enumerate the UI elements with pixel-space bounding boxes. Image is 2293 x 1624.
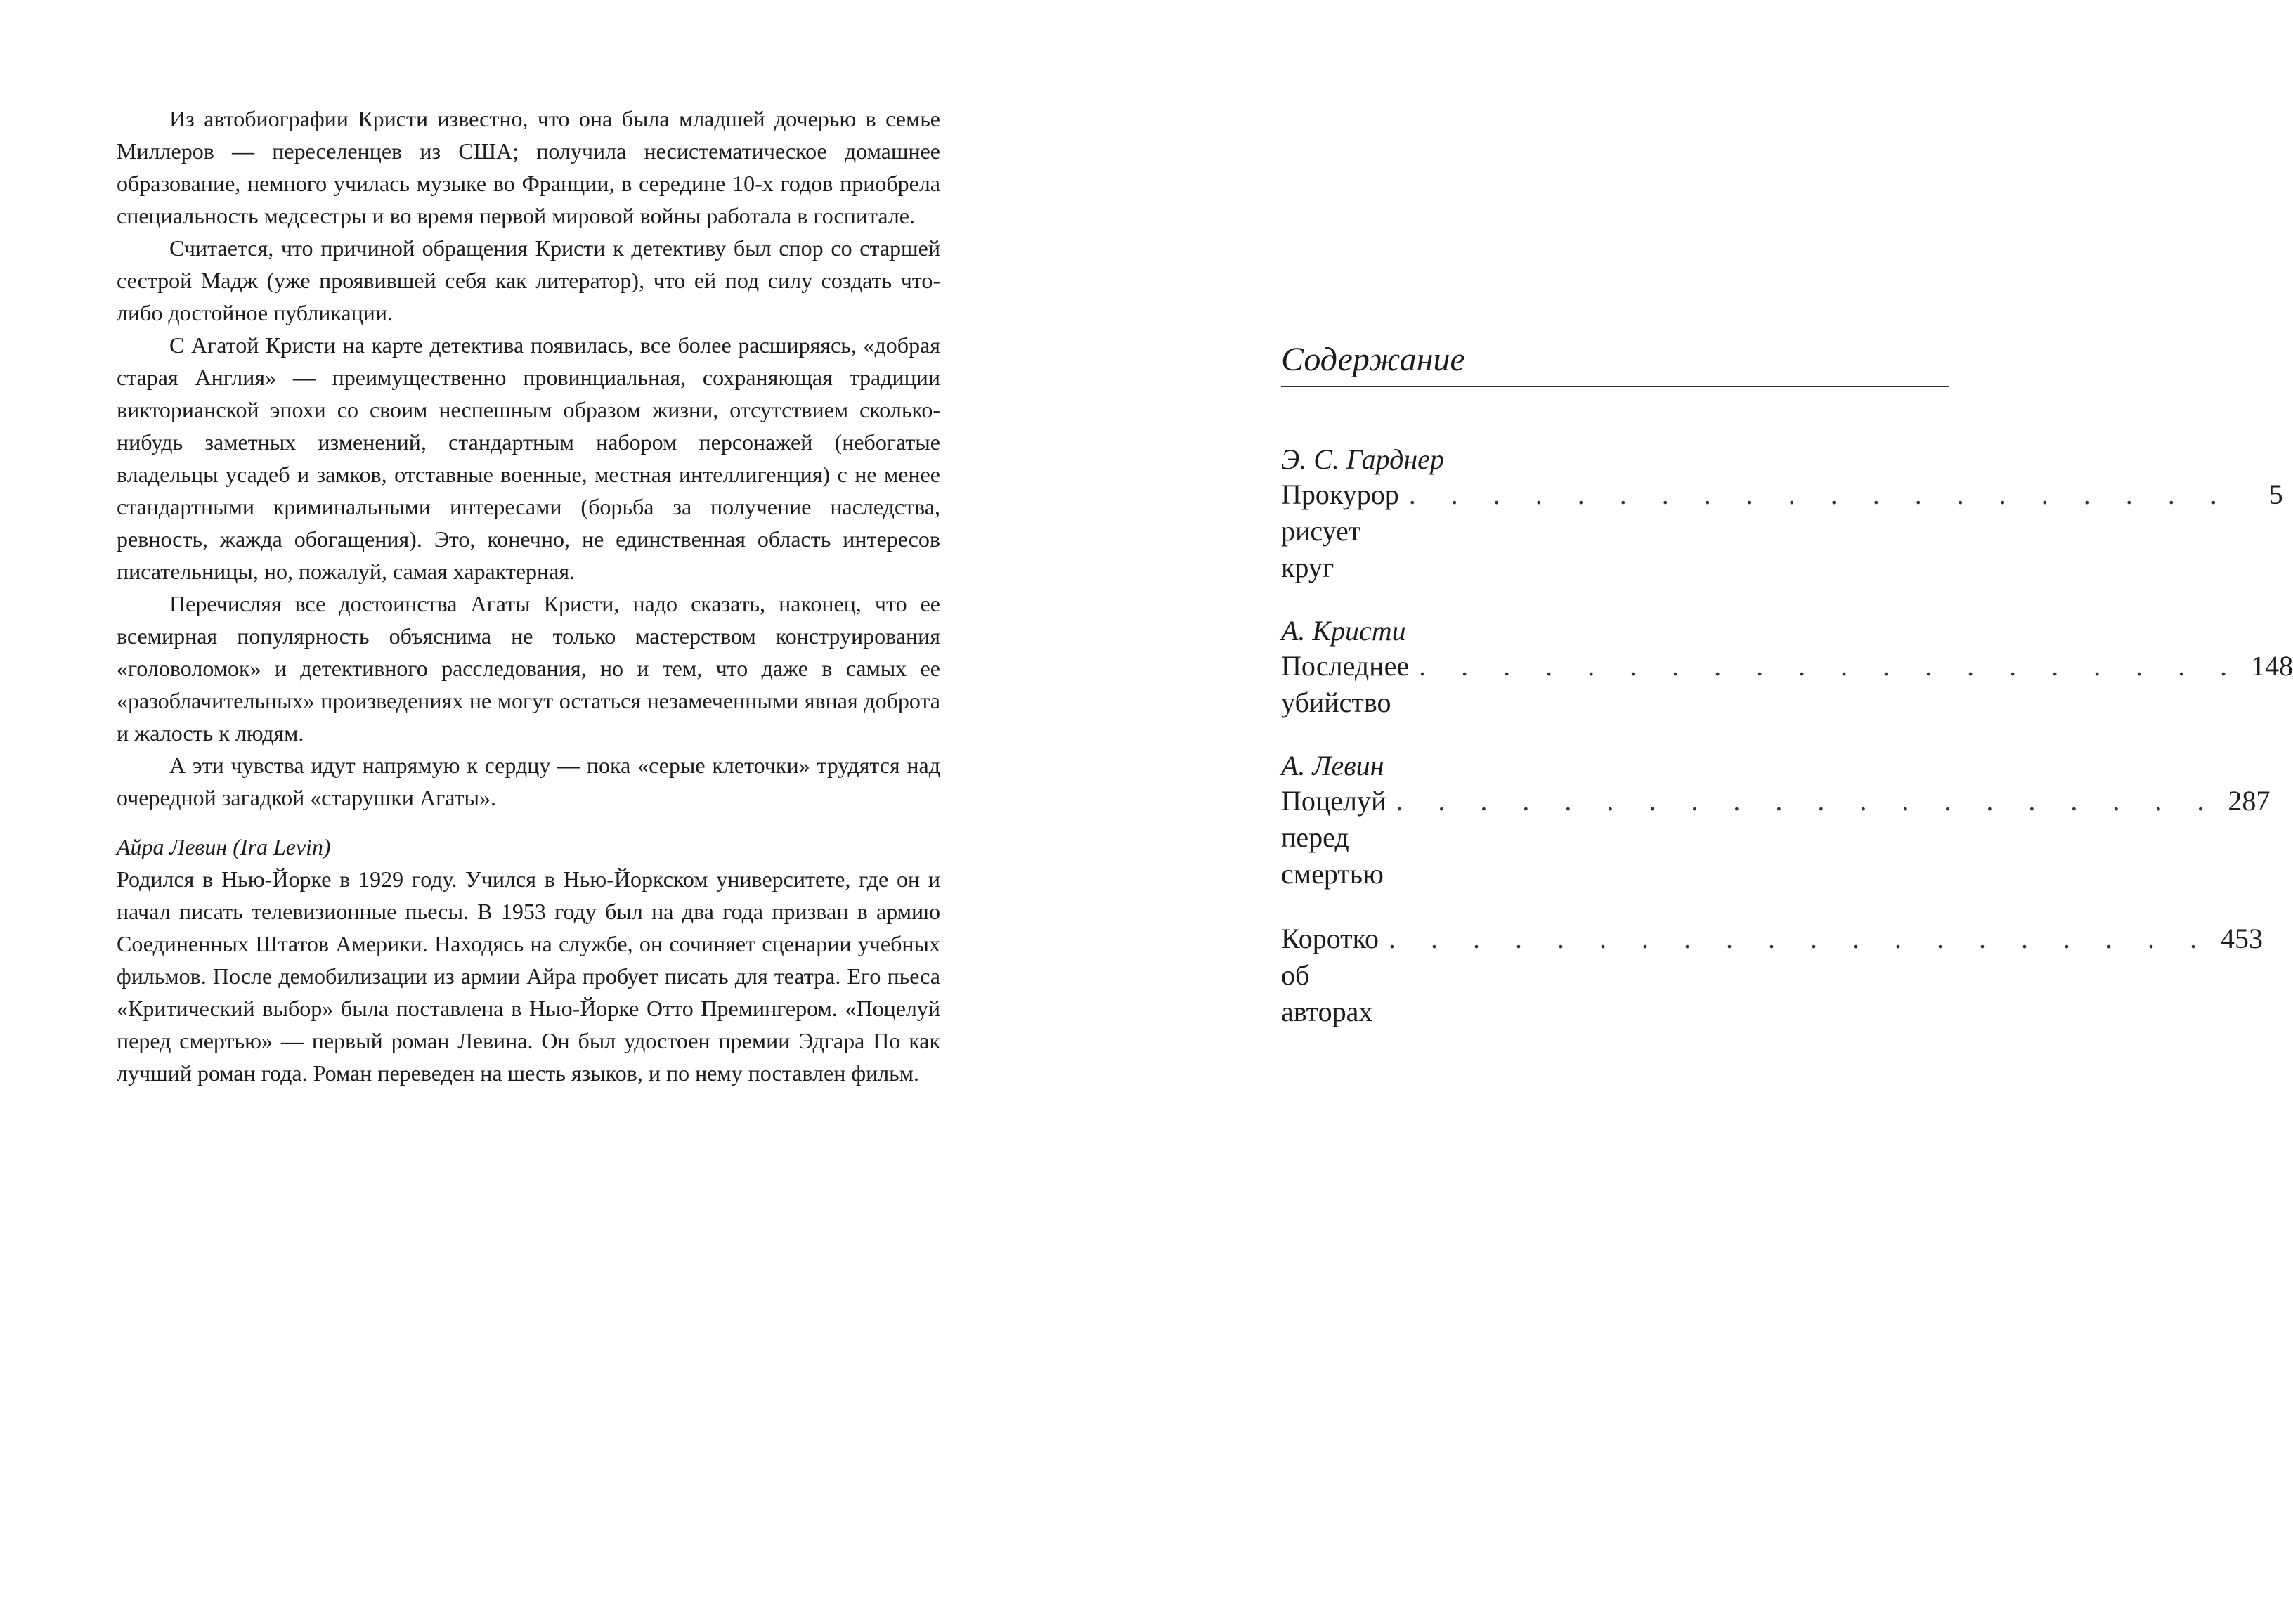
toc-leader-dots: . . . . . . . . . . . . . . . . . . . . (1389, 923, 2211, 954)
toc-entry (1281, 921, 2263, 1030)
toc-author: А. Кристи (1281, 615, 1406, 647)
paragraph: С Агатой Кристи на карте детектива появилась, все более расширяясь, «добрая старая Англия» — преимущественно провинциальная, сохраняющая традиции викторианской эпохи со своим неспешным образом жизни, отсутствием сколько-нибудь заметных изменений, стандартным набором персонажей (небогатые владельцы усадеб и замков, отставные военные, местная интеллигенция) с не менее стандартными криминальными интересами (борьба за получение наследства, ревность, жажда обогащения). Это, конечно, не единственная область интересов писательницы, но, пожалуй, самая характерная. (117, 332, 940, 584)
toc-author: А. Левин (1281, 750, 1384, 781)
toc-title: Последнее убийство (1281, 650, 1410, 718)
author-bio-text: Родился в Нью-Йорке в 1929 году. Учился в Нью-Йоркском университете, где он и начал писать телевизионные пьесы. В 1953 году был на два года призван в армию Соединенных Штатов Америки. Находясь на службе, он сочиняет сценарии учебных фильмов. После демобилизации из армии Айра пробует писать для театра. Его пьеса «Критический выбор» была поставлена в Нью-Йорке Отто Премингером. «Поцелуй перед смертью» — первый роман Левина. Он был удостоен премии Эдгара По как лучший роман года. Роман переведен на шесть языков, и по нему поставлен фильм. (117, 866, 940, 1086)
toc-author: Э. С. Гарднер (1281, 443, 1444, 475)
author-bio-title: Айра Левин (Ira Levin) (117, 834, 331, 859)
heading-rule (1281, 386, 1949, 387)
toc-line[interactable] (1281, 476, 2283, 586)
toc-title: Коротко об авторах (1281, 923, 1379, 1027)
paragraph: А эти чувства идут напрямую к сердцу — пока «серые клеточки» трудятся над очередной загадкой «старушки Агаты». (117, 753, 940, 810)
toc-entry (1281, 614, 2293, 721)
toc-title: Прокурор рисует круг (1281, 479, 1399, 583)
paragraph: Из автобиографии Кристи известно, что она была младшей дочерью в семье Миллеров — переселенцев из США; получила несистематическое домашнее образование, немного училась музыке во Франции, в середине 10-х годов приобрела специальность медсестры и во время первой мировой войны работала в госпитале. (117, 106, 940, 228)
toc-page-number: 453 (2221, 923, 2263, 954)
toc-line[interactable] (1281, 783, 2271, 892)
toc-line[interactable] (1281, 921, 2263, 1030)
toc-leader-dots: . . . . . . . . . . . . . . . . . . . . (1396, 785, 2219, 817)
paragraph: Считается, что причиной обращения Кристи к детективу был спор со старшей сестрой Мадж (уже проявившей себя как литератор), что ей под силу создать что-либо достойное публикации. (117, 235, 940, 325)
toc-entry (1281, 443, 2283, 586)
toc-leader-dots: . . . . . . . . . . . . . . . . . . . . (1408, 479, 2231, 510)
toc-entry (1281, 749, 2271, 892)
toc-line[interactable] (1281, 648, 2293, 721)
contents-heading: Содержание (1281, 341, 1465, 378)
table-of-contents (1281, 443, 2293, 1058)
toc-title: Поцелуй перед смертью (1281, 785, 1386, 890)
toc-leader-dots: . . . . . . . . . . . . . . . . . . . . (1419, 650, 2242, 682)
toc-page-number: 5 (2268, 479, 2283, 510)
body-text (117, 103, 940, 1089)
paragraph: Перечисляя все достоинства Агаты Кристи, надо сказать, наконец, что ее всемирная популярность объяснима не только мастерством конструирования «головоломок» и детективного расследования, но и тем, что даже в самых ее «разоблачительных» произведениях не могут остаться незамеченными явная доброта и жалость к людям. (117, 591, 940, 746)
left-page (0, 0, 1024, 1624)
right-page (1024, 0, 2293, 1624)
toc-page-number: 148 (2251, 650, 2293, 682)
toc-page-number: 287 (2228, 785, 2271, 817)
